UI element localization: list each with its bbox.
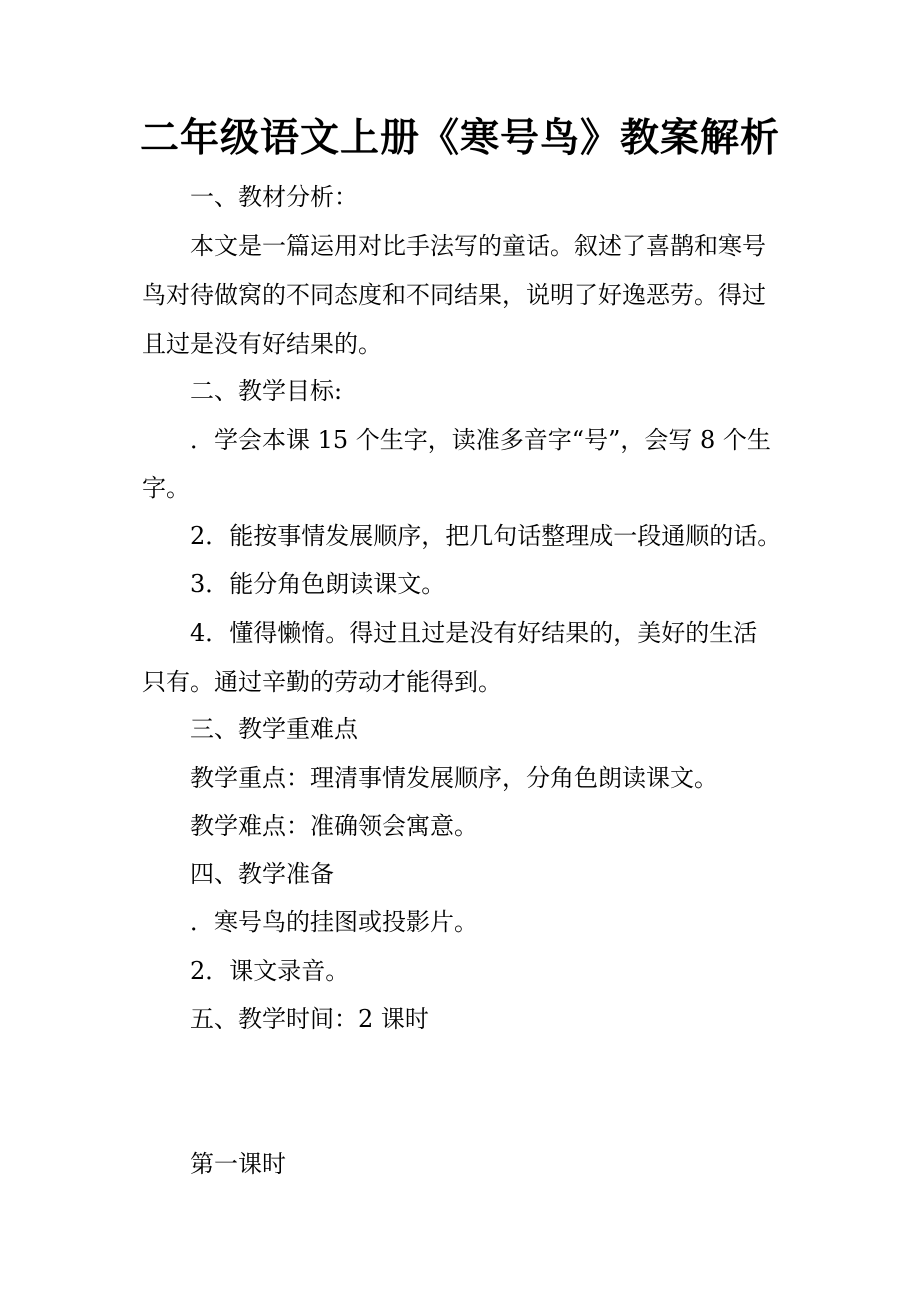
section-heading-key-points: 三、教学重难点 (190, 715, 358, 743)
goal-item-1-continued: 字。 (142, 474, 190, 502)
difficulty-line: 教学难点：准确领会寓意。 (190, 812, 478, 840)
goal-item-2: 2．能按事情发展顺序，把几句话整理成一段通顺的话。 (190, 522, 782, 550)
section-heading-teaching-goals: 二、教学目标: (190, 377, 343, 405)
preparation-item-1: ．寒号鸟的挂图或投影片。 (190, 908, 478, 936)
goal-item-1: ．学会本课 15 个生字，读准多音字“号”，会写 8 个生 (190, 426, 771, 454)
paragraph-line: 鸟对待做窝的不同态度和不同结果，说明了好逸恶劳。得过 (142, 281, 766, 309)
lesson-heading-first: 第一课时 (190, 1150, 286, 1178)
goal-item-4-continued: 只有。通过辛勤的劳动才能得到。 (142, 668, 502, 696)
key-point-line: 教学重点：理清事情发展顺序，分角色朗读课文。 (190, 764, 718, 792)
preparation-item-2: 2．课文录音。 (190, 957, 350, 985)
section-heading-textbook-analysis: 一、教材分析： (190, 183, 358, 211)
goal-item-3: 3．能分角色朗读课文。 (190, 570, 446, 598)
section-heading-teaching-time: 五、教学时间：2 课时 (190, 1005, 429, 1033)
goal-item-4: 4．懂得懒惰。得过且过是没有好结果的，美好的生活 (190, 619, 758, 647)
paragraph-line: 本文是一篇运用对比手法写的童话。叙述了喜鹊和寒号 (190, 232, 766, 260)
section-heading-preparation: 四、教学准备 (190, 860, 334, 888)
document-title: 二年级语文上册《寒号鸟》教案解析 (139, 115, 780, 161)
paragraph-line: 且过是没有好结果的。 (142, 330, 382, 358)
